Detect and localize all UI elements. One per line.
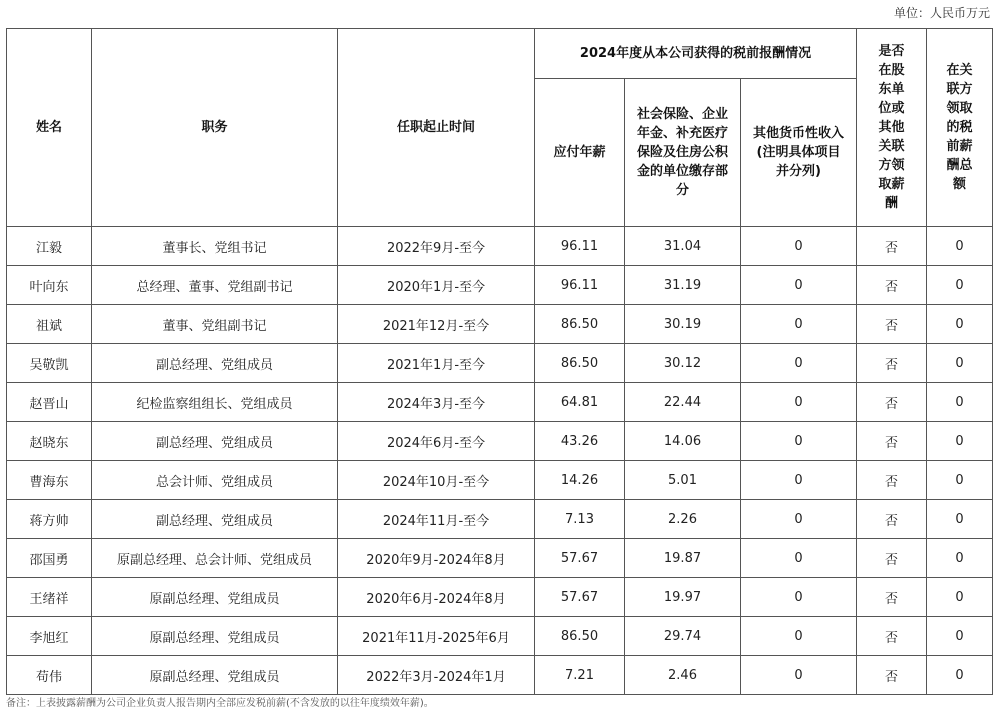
table-row [7,500,993,539]
cell-shareholder-pay: 否 [857,266,927,305]
cell-annual-pay: 7.13 [535,500,625,539]
cell-other-income: 0 [741,500,857,539]
cell-shareholder-pay: 否 [857,227,927,266]
cell-shareholder-pay: 否 [857,617,927,656]
cell-other-income: 0 [741,422,857,461]
cell-term: 2020年1月-至今 [338,266,535,305]
cell-term: 2024年10月-至今 [338,461,535,500]
cell-name: 曹海东 [7,461,92,500]
unit-label: 单位：人民币万元 [893,6,990,20]
cell-shareholder-pay: 否 [857,422,927,461]
table-row [7,422,993,461]
cell-name: 叶向东 [7,266,92,305]
header-term: 任职起止时间 [338,29,535,227]
cell-annual-pay: 14.26 [535,461,625,500]
cell-position: 副总经理、党组成员 [92,500,338,539]
header-compensation-group: 2024年度从本公司获得的税前报酬情况 [535,29,857,79]
cell-other-income: 0 [741,578,857,617]
cell-social-insurance: 14.06 [625,422,741,461]
header-other-income: 其他货币性收入(注明具体项目并分列) [741,79,857,227]
cell-related-pay: 0 [927,539,993,578]
cell-social-insurance: 2.26 [625,500,741,539]
cell-term: 2022年9月-至今 [338,227,535,266]
cell-position: 副总经理、党组成员 [92,422,338,461]
table-row [7,344,993,383]
cell-related-pay: 0 [927,305,993,344]
cell-related-pay: 0 [927,656,993,695]
table-row [7,656,993,695]
cell-term: 2022年3月-2024年1月 [338,656,535,695]
cell-related-pay: 0 [927,461,993,500]
cell-shareholder-pay: 否 [857,344,927,383]
cell-annual-pay: 57.67 [535,578,625,617]
table-row [7,461,993,500]
cell-annual-pay: 7.21 [535,656,625,695]
cell-position: 原副总经理、党组成员 [92,578,338,617]
table-row [7,383,993,422]
cell-annual-pay: 86.50 [535,344,625,383]
cell-term: 2021年1月-至今 [338,344,535,383]
header-social-insurance: 社会保险、企业年金、补充医疗保险及住房公积金的单位缴存部分 [625,79,741,227]
cell-position: 原副总经理、党组成员 [92,617,338,656]
cell-social-insurance: 5.01 [625,461,741,500]
header-position: 职务 [92,29,338,227]
table-row [7,617,993,656]
cell-related-pay: 0 [927,344,993,383]
cell-name: 邵国勇 [7,539,92,578]
cell-annual-pay: 57.67 [535,539,625,578]
cell-shareholder-pay: 否 [857,578,927,617]
cell-position: 董事、党组副书记 [92,305,338,344]
cell-position: 原副总经理、总会计师、党组成员 [92,539,338,578]
cell-shareholder-pay: 否 [857,461,927,500]
cell-other-income: 0 [741,227,857,266]
table-row [7,227,993,266]
cell-position: 副总经理、党组成员 [92,344,338,383]
cell-shareholder-pay: 否 [857,539,927,578]
cell-other-income: 0 [741,266,857,305]
compensation-table [6,28,993,695]
cell-name: 吴敬凯 [7,344,92,383]
cell-name: 江毅 [7,227,92,266]
cell-position: 董事长、党组书记 [92,227,338,266]
cell-term: 2024年6月-至今 [338,422,535,461]
cell-other-income: 0 [741,383,857,422]
cell-other-income: 0 [741,656,857,695]
table-row [7,578,993,617]
cell-related-pay: 0 [927,383,993,422]
cell-other-income: 0 [741,617,857,656]
cell-other-income: 0 [741,344,857,383]
cell-related-pay: 0 [927,617,993,656]
cell-social-insurance: 31.04 [625,227,741,266]
cell-social-insurance: 30.12 [625,344,741,383]
cell-social-insurance: 19.87 [625,539,741,578]
cell-position: 纪检监察组组长、党组成员 [92,383,338,422]
footnote: 备注：上表披露薪酬为公司企业负责人报告期内全部应发税前薪(不含发放的以往年度绩效年薪)。 [6,698,434,709]
header-name: 姓名 [7,29,92,227]
cell-term: 2024年11月-至今 [338,500,535,539]
cell-name: 赵晋山 [7,383,92,422]
cell-shareholder-pay: 否 [857,656,927,695]
cell-name: 蒋方帅 [7,500,92,539]
cell-related-pay: 0 [927,500,993,539]
cell-shareholder-pay: 否 [857,500,927,539]
cell-name: 苟伟 [7,656,92,695]
cell-other-income: 0 [741,305,857,344]
table-row [7,266,993,305]
cell-social-insurance: 29.74 [625,617,741,656]
cell-name: 王绪祥 [7,578,92,617]
cell-position: 总会计师、党组成员 [92,461,338,500]
cell-name: 祖斌 [7,305,92,344]
cell-position: 原副总经理、党组成员 [92,656,338,695]
header-related-pay: 在关联方领取的税前薪酬总额 [927,29,993,227]
cell-shareholder-pay: 否 [857,383,927,422]
cell-annual-pay: 86.50 [535,305,625,344]
header-shareholder-pay: 是否在股东单位或其他关联方领取薪酬 [857,29,927,227]
cell-term: 2020年9月-2024年8月 [338,539,535,578]
cell-social-insurance: 22.44 [625,383,741,422]
cell-other-income: 0 [741,461,857,500]
header-annual-pay: 应付年薪 [535,79,625,227]
cell-related-pay: 0 [927,227,993,266]
cell-other-income: 0 [741,539,857,578]
table-row [7,305,993,344]
cell-social-insurance: 2.46 [625,656,741,695]
cell-annual-pay: 96.11 [535,227,625,266]
cell-social-insurance: 31.19 [625,266,741,305]
cell-annual-pay: 96.11 [535,266,625,305]
cell-related-pay: 0 [927,422,993,461]
cell-name: 赵晓东 [7,422,92,461]
table-row [7,539,993,578]
cell-term: 2024年3月-至今 [338,383,535,422]
cell-term: 2021年12月-至今 [338,305,535,344]
cell-related-pay: 0 [927,266,993,305]
cell-name: 李旭红 [7,617,92,656]
cell-social-insurance: 30.19 [625,305,741,344]
cell-annual-pay: 86.50 [535,617,625,656]
cell-term: 2020年6月-2024年8月 [338,578,535,617]
cell-annual-pay: 43.26 [535,422,625,461]
cell-term: 2021年11月-2025年6月 [338,617,535,656]
cell-annual-pay: 64.81 [535,383,625,422]
cell-social-insurance: 19.97 [625,578,741,617]
cell-position: 总经理、董事、党组副书记 [92,266,338,305]
cell-related-pay: 0 [927,578,993,617]
cell-shareholder-pay: 否 [857,305,927,344]
